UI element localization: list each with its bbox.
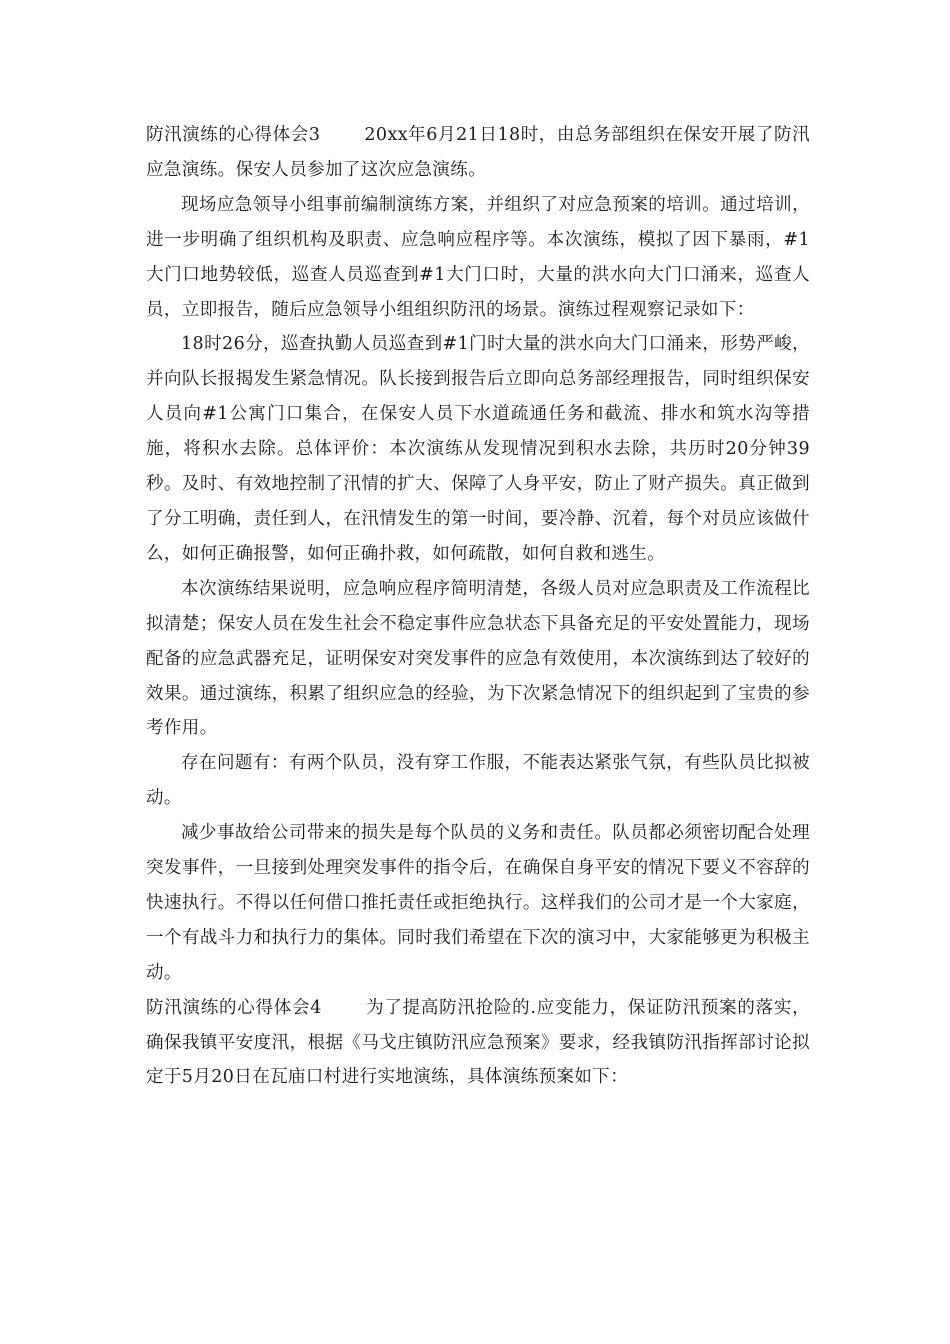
section-3-intro (146, 118, 810, 188)
section-4-lead: 为了提高防汛抢险的.应变能力，保证防汛预案的落实，确保我镇平安度汛，根据《马戈庄镇防汛应急预案》要求，经我镇防汛指挥部讨论拟定于5月20日在瓦庙口村进行实地演练，具体演练预案如下： (146, 997, 811, 1088)
section-3-paragraph-3: 本次演练结果说明，应急响应程序简明清楚，各级人员对应急职责及工作流程比拟清楚；保安人员在发生社会不稳定事件应急状态下具备充足的平安处置能力，现场配备的应急武器充足，证明保安对突发事件的应急有效使用，本次演练到达了较好的效果。通过演练，积累了组织应急的经验，为下次紧急情况下的组织起到了宝贵的参考作用。 (146, 578, 810, 739)
section-4-intro (146, 991, 810, 1096)
section-3-paragraph-2: 18时26分，巡查执勤人员巡查到#1门时大量的洪水向大门口涌来，形势严峻，并向队长报揭发生紧急情况。队长接到报告后立即向总务部经理报告，同时组织保安人员向#1公寓门口集合，在保安人员下水道疏通任务和截流、排水和筑水沟等措施，将积水去除。总体评价：本次演练从发现情况到积水去除，共历时20分钟39秒。及时、有效地控制了汛情的扩大、保障了人身平安，防止了财产损失。真正做到了分工明确，责任到人，在汛情发生的第一时间，要冷静、沉着，每个对员应该做什么，如何正确报警，如何正确扑救，如何疏散，如何自救和逃生。 (146, 334, 810, 564)
section-3-paragraph-1: 现场应急领导小组事前编制演练方案，并组织了对应急预案的培训。通过培训，进一步明确了组织机构及职责、应急响应程序等。本次演练，模拟了因下暴雨，#1大门口地势较低，巡查人员巡查到#1大门口时，大量的洪水向大门口涌来，巡查人员，立即报告，随后应急领导小组组织防汛的场景。演练过程观察记录如下： (146, 194, 810, 320)
section-3-paragraph-4: 存在问题有：有两个队员，没有穿工作服，不能表达紧张气氛，有些队员比拟被动。 (146, 753, 810, 809)
section-3-lead: 20xx年6月21日18时，由总务部组织在保安开展了防汛应急演练。保安人员参加了这次应急演练。 (146, 125, 810, 180)
section-3-paragraph-5: 减少事故给公司带来的损失是每个队员的义务和责任。队员都必须密切配合处理突发事件，一旦接到处理突发事件的指令后，在确保自身平安的情况下要义不容辞的快速执行。不得以任何借口推托责任或拒绝执行。这样我们的公司才是一个大家庭，一个有战斗力和执行力的集体。同时我们希望在下次的演习中，大家能够更为积极主动。 (146, 823, 810, 983)
section-4-heading: 防汛演练的心得体会4 (146, 997, 322, 1018)
document-page (146, 118, 810, 1095)
section-3-heading: 防汛演练的心得体会3 (146, 125, 321, 145)
